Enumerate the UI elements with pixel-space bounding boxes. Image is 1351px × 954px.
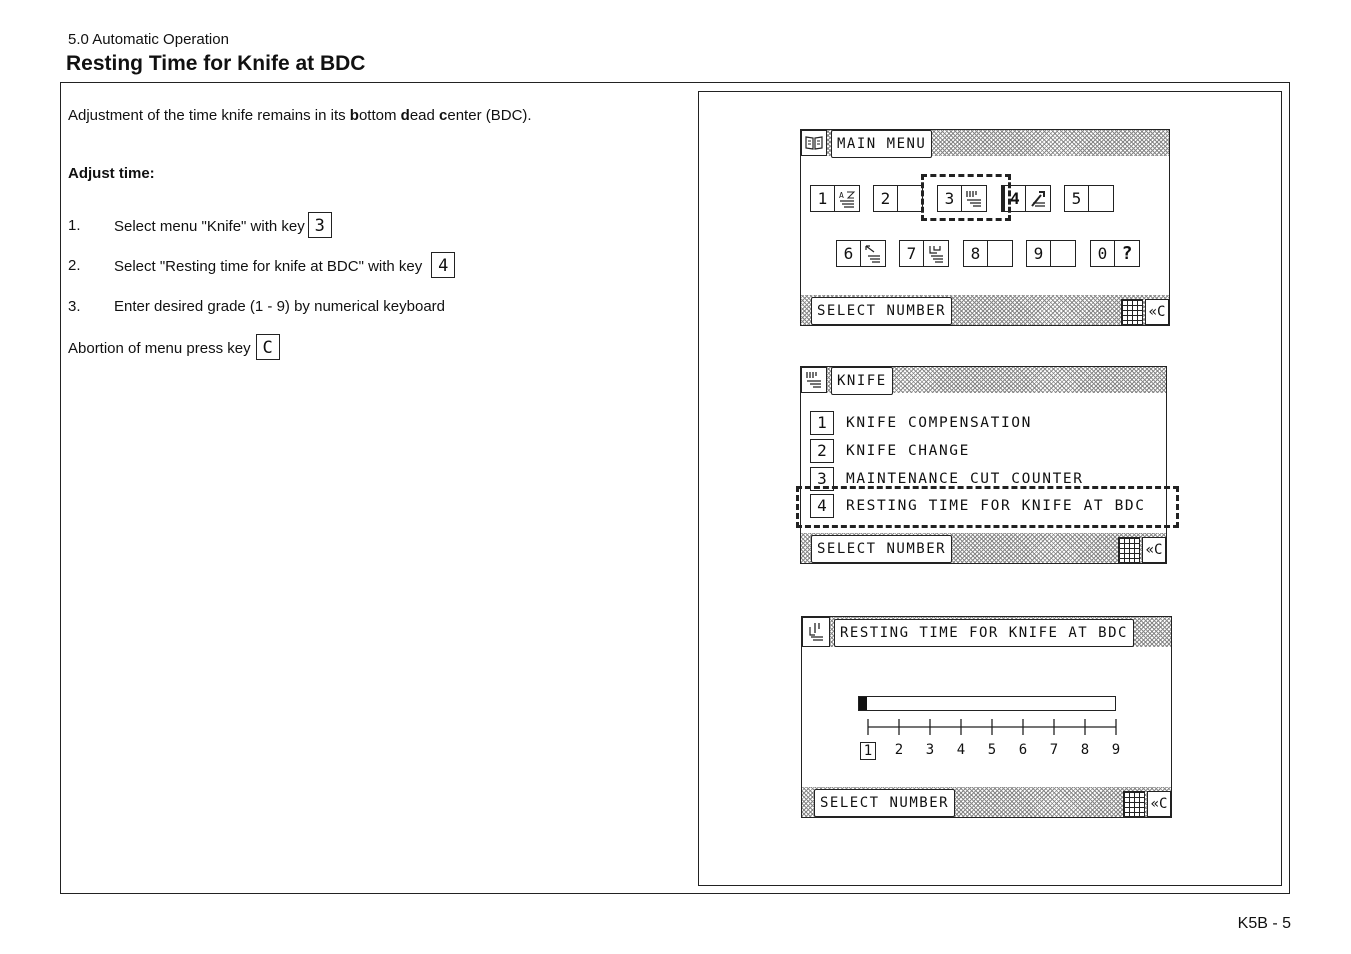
resting-time-screen (801, 616, 1172, 818)
step-1: Select menu "Knife" with key 3 (114, 216, 332, 238)
section-label: 5.0 Automatic Operation (68, 31, 229, 48)
screen-title: KNIFE (831, 367, 893, 395)
key-number: 6 (836, 240, 861, 267)
menu-key-5[interactable] (1064, 185, 1114, 212)
page-number: K5B - 5 (1237, 915, 1291, 932)
knife-icon (801, 367, 827, 393)
knife-screen (800, 366, 1167, 564)
key-number: 4 (1001, 185, 1026, 212)
key-3-icon: 3 (308, 212, 332, 238)
menu-key-9[interactable] (1026, 240, 1076, 267)
clear-key[interactable]: «C (1147, 791, 1171, 817)
step-2: Select "Resting time for knife at BDC" with key 4 (114, 256, 455, 278)
clear-key[interactable]: «C (1142, 537, 1166, 563)
item-label: KNIFE COMPENSATION (846, 415, 1032, 431)
knife-move-icon (861, 240, 886, 267)
scale-label: 1 (860, 742, 876, 760)
item-number: 2 (810, 439, 834, 463)
menu-key-1[interactable] (810, 185, 860, 212)
key-number: 0 (1090, 240, 1115, 267)
main-menu-screen (800, 129, 1170, 326)
item-number: 1 (810, 411, 834, 435)
clamp-icon (924, 240, 949, 267)
scale-label: 3 (925, 742, 935, 758)
clear-key[interactable]: «C (1145, 299, 1169, 325)
key-c-icon: C (256, 334, 280, 360)
item-number: 3 (810, 467, 834, 491)
keypad-icon (1123, 791, 1145, 817)
grade-scale (858, 717, 1120, 737)
keypad-icon (1118, 537, 1140, 563)
step-number: 2. (68, 257, 81, 274)
item-label: MAINTENANCE CUT COUNTER (846, 471, 1084, 487)
page-title: Resting Time for Knife at BDC (66, 52, 366, 75)
scale-label: 5 (987, 742, 997, 758)
keypad-icon (1121, 299, 1143, 325)
highlight-item-4 (796, 486, 1179, 528)
step-number: 3. (68, 298, 81, 315)
scale-label: 4 (956, 742, 966, 758)
key-number: 8 (963, 240, 988, 267)
screen-title: MAIN MENU (831, 130, 932, 158)
scale-label: 9 (1111, 742, 1121, 758)
key-number: 5 (1064, 185, 1089, 212)
text-format-icon (835, 185, 860, 212)
menu-key-2[interactable] (873, 185, 923, 212)
menu-key-7[interactable] (899, 240, 949, 267)
menu-key-6[interactable] (836, 240, 886, 267)
key-number: 9 (1026, 240, 1051, 267)
grade-progress-bar (858, 696, 1116, 711)
step-number: 1. (68, 217, 81, 234)
scale-label: 8 (1080, 742, 1090, 758)
blank-icon (1051, 240, 1076, 267)
key-number: 2 (873, 185, 898, 212)
screen-title: RESTING TIME FOR KNIFE AT BDC (834, 619, 1134, 647)
item-label: KNIFE CHANGE (846, 443, 970, 459)
book-icon (801, 130, 827, 156)
blank-icon (988, 240, 1013, 267)
item-label: RESTING TIME FOR KNIFE AT BDC (846, 498, 1146, 514)
grade-progress-fill (859, 697, 867, 710)
key-number: 7 (899, 240, 924, 267)
help-icon: ? (1115, 240, 1140, 267)
menu-key-0[interactable] (1090, 240, 1140, 267)
svg-text:A: A (839, 190, 844, 200)
key-number: 1 (810, 185, 835, 212)
intro-text: Adjustment of the time knife remains in its bottom dead center (BDC). (68, 107, 532, 124)
scale-label: 2 (894, 742, 904, 758)
scale-label: 7 (1049, 742, 1059, 758)
menu-item-knife-compensation[interactable] (810, 411, 1032, 435)
key-4-icon: 4 (431, 252, 455, 278)
abort-text: Abortion of menu press key C (68, 338, 280, 360)
step-3: Enter desired grade (1 - 9) by numerical keyboard (114, 298, 445, 315)
item-number: 4 (810, 494, 834, 518)
adjust-heading: Adjust time: (68, 165, 155, 182)
scale-label: 6 (1018, 742, 1028, 758)
select-number-label: SELECT NUMBER (811, 535, 952, 563)
menu-item-knife-change[interactable] (810, 439, 970, 463)
knife-bdc-icon (802, 617, 830, 647)
wrench-icon (1026, 185, 1051, 212)
menu-key-8[interactable] (963, 240, 1013, 267)
grade-scale-labels (802, 742, 1171, 762)
blank-icon (1089, 185, 1114, 212)
key-number: 3 (937, 185, 962, 212)
blank-icon (898, 185, 923, 212)
select-number-label: SELECT NUMBER (814, 789, 955, 817)
select-number-label: SELECT NUMBER (811, 297, 952, 325)
highlight-key-3 (921, 174, 1011, 221)
